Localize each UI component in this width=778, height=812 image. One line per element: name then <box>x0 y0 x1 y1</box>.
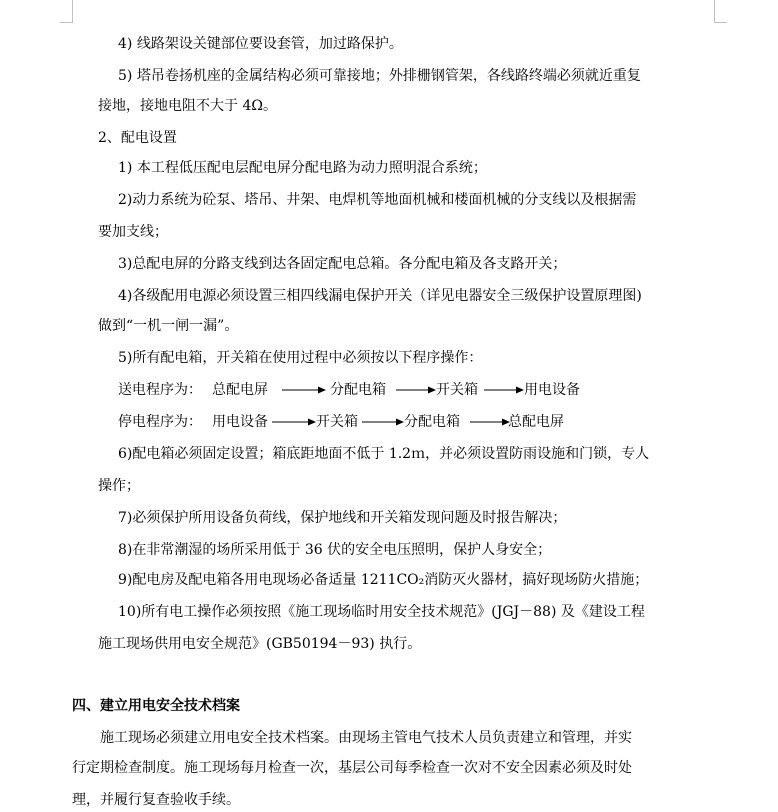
stop-arrow-1-icon <box>272 416 316 428</box>
para-6-line1: 6)配电箱必须固定设置；箱底距地面不低于 1.2ｍ，并必须设置防雨设施和门锁，专人 <box>118 446 650 462</box>
para-10-line2: 施工现场供用电安全规范》(GB50194－93) 执行。 <box>98 636 422 652</box>
para-9: 9)配电房及配电箱各用电现场必备适量 1211CO₂消防灭火器材，搞好现场防火措施； <box>118 572 649 588</box>
stop-arrow-3-icon <box>470 416 510 428</box>
stop-step-4: 总配电屏 <box>508 414 564 430</box>
para-2-line1: 2)动力系统为砼泵、塔吊、井架、电焊机等地面机械和楼面机械的分支线以及根据需 <box>118 192 637 208</box>
para-7: 7)必须保护所用设备负荷线，保护地线和开关箱发现问题及时报告解决； <box>118 510 567 526</box>
para-4-line2: 做到“一机一闸一漏”。 <box>98 318 239 334</box>
send-arrow-1-icon <box>282 384 326 396</box>
send-step-1: 总配电屏 <box>212 382 268 398</box>
stop-arrow-2-icon <box>362 416 404 428</box>
para-3: 3)总配电屏的分路支线到达各固定配电总箱。各分配电箱及各支路开关； <box>118 256 567 272</box>
send-sequence-label: 送电程序为： <box>118 382 202 398</box>
section-2-heading: 2、配电设置 <box>98 130 177 146</box>
section-4-line2: 行定期检查制度。施工现场每月检查一次，基层公司每季检查一次对不安全因素必须及时处 <box>72 760 632 776</box>
margin-corner-mark-left <box>60 0 73 23</box>
send-step-3: 开关箱 <box>436 382 478 398</box>
stop-sequence-label: 停电程序为： <box>118 414 202 430</box>
send-arrow-3-icon <box>484 384 524 396</box>
section-4-heading: 四、建立用电安全技术档案 <box>72 698 240 714</box>
list-item-4: 4) 线路架设关键部位要设套管，加过路保护。 <box>118 36 403 52</box>
stop-step-2: 开关箱 <box>316 414 358 430</box>
section-4-line1: 施工现场必须建立用电安全技术档案。由现场主管电气技术人员负责建立和管理，并实 <box>100 730 632 746</box>
send-step-2: 分配电箱 <box>330 382 386 398</box>
para-1: 1) 本工程低压配电层配电屏分配电路为动力照明混合系统； <box>118 160 487 176</box>
stop-step-3: 分配电箱 <box>404 414 460 430</box>
para-8: 8)在非常潮湿的场所采用低于 36 伏的安全电压照明，保护人身安全； <box>118 542 552 558</box>
send-arrow-2-icon <box>396 384 436 396</box>
para-5: 5)所有配电箱，开关箱在使用过程中必须按以下程序操作： <box>118 350 483 366</box>
list-item-5-line2: 接地，接地电阻不大于 4Ω。 <box>98 98 277 114</box>
section-4-line3: 理，并履行复查验收手续。 <box>72 792 240 808</box>
send-step-4: 用电设备 <box>524 382 580 398</box>
para-2-line2: 要加支线； <box>98 224 168 240</box>
list-item-5-line1: 5) 塔吊卷扬机座的金属结构必须可靠接地；外排栅钢管架，各线路终端必须就近重复 <box>118 68 641 84</box>
para-10-line1: 10)所有电工操作必须按照《施工现场临时用安全技术规范》(JGJ－88) 及《建设工程 <box>118 604 645 620</box>
stop-step-1: 用电设备 <box>212 414 268 430</box>
para-6-line2: 操作； <box>98 478 140 494</box>
margin-corner-mark-right <box>714 0 727 23</box>
para-4-line1: 4)各级配用电源必须设置三相四线漏电保护开关（详见电器安全三级保护设置原理图) <box>118 288 642 304</box>
